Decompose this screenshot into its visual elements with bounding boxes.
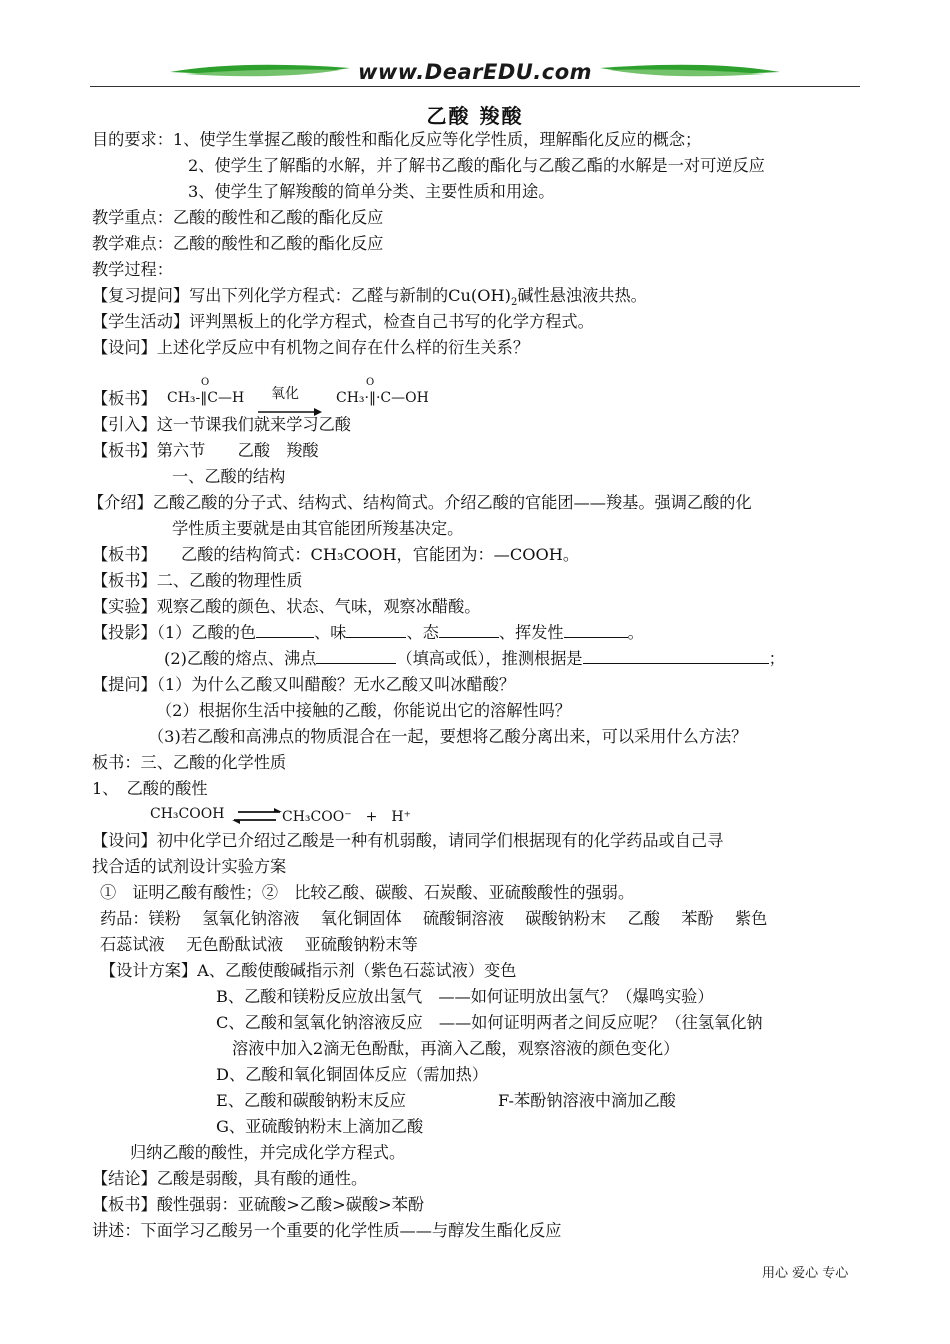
text-line: E、乙酸和碳酸钠粉末反应 bbox=[216, 1091, 406, 1110]
text-line: 讲述：下面学习乙酸另一个重要的化学性质——与醇发生酯化反应 bbox=[92, 1221, 562, 1240]
acetate-formula: CH₃COO⁻ + H⁺ bbox=[282, 809, 411, 825]
text-line: 教学过程： bbox=[92, 260, 173, 279]
text-line: 【引入】这一节课我们就来学习乙酸 bbox=[92, 415, 351, 434]
text-line: (2)乙酸的熔点、沸点 （填高或低），推测根据是 ； bbox=[164, 649, 785, 668]
text-line: 【设问】上述化学反应中有机物之间存在什么样的衍生关系？ bbox=[92, 338, 530, 357]
text-line: 【实验】观察乙酸的颜色、状态、气味，观察冰醋酸。 bbox=[92, 597, 481, 616]
text-line: 【设计方案】A、乙酸使酸碱指示剂（紫色石蕊试液）变色 bbox=[100, 961, 517, 980]
text-line: ① 证明乙酸有酸性；② 比较乙酸、碳酸、石炭酸、亚硫酸酸性的强弱。 bbox=[100, 883, 635, 902]
equilibrium-arrow-icon bbox=[232, 808, 282, 824]
oxidation-label: 氧化 bbox=[271, 386, 299, 402]
page-footer: 用心 爱心 专心 bbox=[762, 1266, 849, 1281]
text-line: 【结论】乙酸是弱酸，具有酸的通性。 bbox=[92, 1169, 368, 1188]
text-line: 【投影】（1）乙酸的色 、味 、态 、挥发性 。 bbox=[92, 623, 644, 642]
text-line: 【板书】二、乙酸的物理性质 bbox=[92, 571, 303, 590]
fill-blank[interactable] bbox=[583, 647, 769, 664]
text-line: 【学生活动】评判黑板上的化学方程式，检查自己书写的化学方程式。 bbox=[92, 312, 594, 331]
text-line: 【板书】酸性强弱：亚硫酸>乙酸>碳酸>苯酚 bbox=[92, 1195, 425, 1214]
text-line: 学性质主要就是由其官能团所羧基决定。 bbox=[172, 519, 464, 538]
text-line: 一、乙酸的结构 bbox=[172, 467, 286, 486]
site-header bbox=[90, 58, 860, 92]
text-line: 【设问】初中化学已介绍过乙酸是一种有机弱酸，请同学们根据现有的化学药品或自己寻 bbox=[92, 831, 724, 850]
text-line: B、乙酸和镁粉反应放出氢气 ——如何证明放出氢气？（爆鸣实验） bbox=[216, 987, 714, 1006]
text-line: 找合适的试剂设计实验方案 bbox=[92, 857, 287, 876]
text-line: 3、使学生了解羧酸的简单分类、主要性质和用途。 bbox=[188, 182, 555, 201]
text-line: 【板书】 乙酸的结构简式：CH₃COOH，官能团为：—COOH。 bbox=[92, 545, 580, 564]
text-line: D、乙酸和氧化铜固体反应（需加热） bbox=[216, 1065, 488, 1084]
fill-blank[interactable] bbox=[256, 621, 314, 638]
text-line: 【板书】 bbox=[92, 389, 157, 408]
text-line: 溶液中加入2滴无色酚酞，再滴入乙酸，观察溶液的颜色变化） bbox=[232, 1039, 680, 1058]
oxygen-ring-icon: O bbox=[366, 377, 375, 388]
text-line: 教学难点：乙酸的酸性和乙酸的酯化反应 bbox=[92, 234, 384, 253]
text-line: （3)若乙酸和高沸点的物质混合在一起，要想将乙酸分离出来，可以采用什么方法？ bbox=[148, 727, 748, 746]
text-line: 【复习提问】写出下列化学方程式：乙醛与新制的$Cu(OH)_2$碱性悬浊液共热。 bbox=[92, 286, 647, 309]
text-line: 药品：镁粉 氢氧化钠溶液 氧化铜固体 硫酸铜溶液 碳酸钠粉末 乙酸 苯酚 紫色 bbox=[100, 909, 768, 928]
text-line: 目的要求：1、使学生掌握乙酸的酸性和酯化反应等化学性质，理解酯化反应的概念； bbox=[92, 130, 702, 149]
acetic-acid-formula: CH₃COOH bbox=[150, 806, 225, 822]
text-line: 教学重点：乙酸的酸性和乙酸的酯化反应 bbox=[92, 208, 384, 227]
text-line: 板书：三、乙酸的化学性质 bbox=[92, 753, 287, 772]
page-title: 乙酸 羧酸 bbox=[426, 104, 524, 128]
text-line: G、亚硫酸钠粉末上滴加乙酸 bbox=[216, 1117, 424, 1136]
text-line: 2、使学生了解酯的水解，并了解书乙酸的酯化与乙酸乙酯的水解是一对可逆反应 bbox=[188, 156, 765, 175]
header-rule bbox=[90, 86, 860, 87]
text-line: 【提问】（1）为什么乙酸又叫醋酸？无水乙酸又叫冰醋酸？ bbox=[92, 675, 516, 694]
text-line: 【介绍】乙酸乙酸的分子式、结构式、结构简式。介绍乙酸的官能团——羧基。强调乙酸的化 bbox=[88, 493, 752, 512]
fill-blank[interactable] bbox=[346, 621, 406, 638]
fill-blank[interactable] bbox=[564, 621, 628, 638]
fill-blank[interactable] bbox=[439, 621, 499, 638]
text-line: C、乙酸和氢氧化钠溶液反应 ——如何证明两者之间反应呢？（往氢氧化钠 bbox=[216, 1013, 763, 1032]
acid-formula: CH₃·‖·C—OH bbox=[336, 390, 429, 406]
text-line: 归纳乙酸的酸性，并完成化学方程式。 bbox=[130, 1143, 406, 1162]
text-line: （2）根据你生活中接触的乙酸，你能说出它的溶解性吗？ bbox=[156, 701, 571, 720]
text-line: F-苯酚钠溶液中滴加乙酸 bbox=[498, 1091, 676, 1110]
text-line: 【板书】第六节 乙酸 羧酸 bbox=[92, 441, 319, 460]
text-line: 石蕊试液 无色酚酞试液 亚硫酸钠粉末等 bbox=[100, 935, 418, 954]
aldehyde-formula: CH₃-‖C—H bbox=[167, 390, 245, 406]
site-logo[interactable]: www.DearEDU.com bbox=[357, 60, 593, 84]
text-line: 1、 乙酸的酸性 bbox=[92, 779, 208, 798]
fill-blank[interactable] bbox=[316, 647, 396, 664]
oxygen-ring-icon: O bbox=[201, 377, 210, 388]
